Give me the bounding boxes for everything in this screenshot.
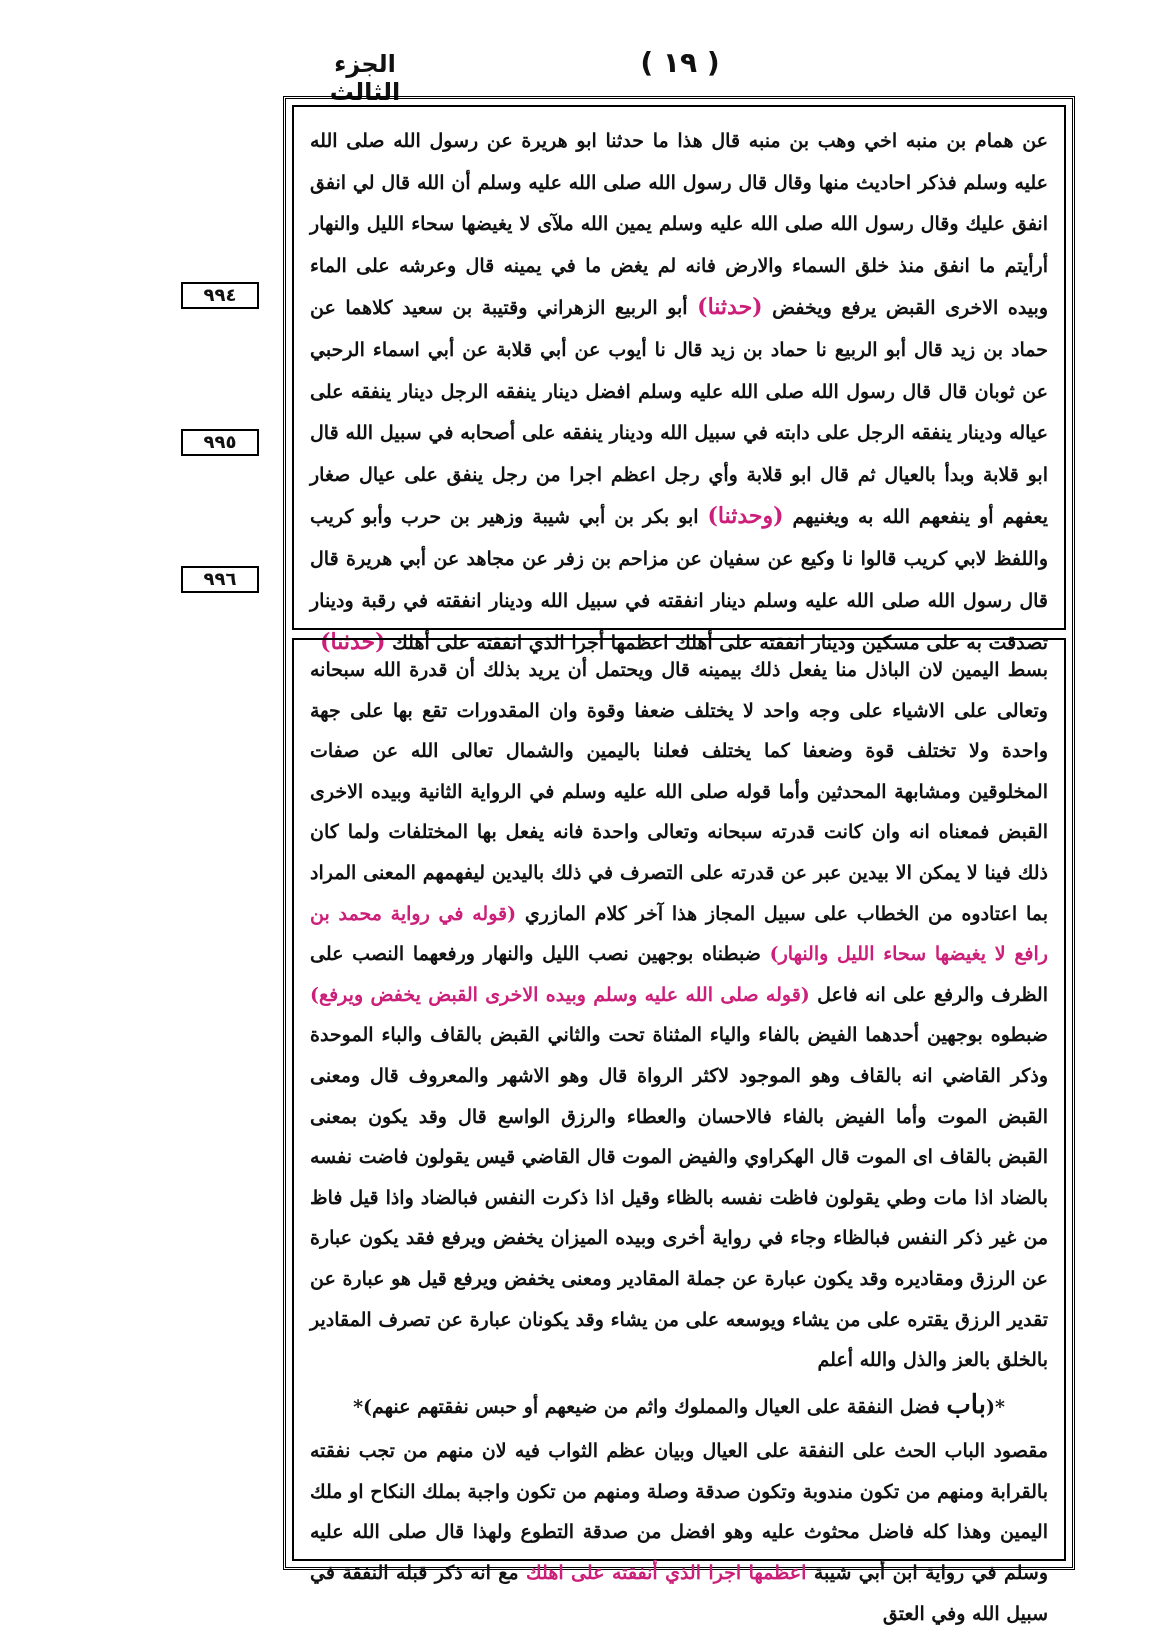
commentary-segment: ضبطوه بوجهين أحدهما الفيض بالفاء والياء المثناة تحت والثاني القبض بالقاف والباء الموحدة وذكر القاضي انه بالقاف وهو الموجود لاكثر الرواة قال وهو الاشهر والمعروف قال ومعنى القبض الموت وأما الفيض بالفاء فالاحسان والعطاء والرزق الواسع قال وقد يكون بمعنى القبض بالقاف اى الموت قال الهكراوي والفيض الموت قال القاضي قيس يقولون فاضت نفسه بالضاد اذا مات وطي يقولون فاظت نفسه بالظاء وقيل اذا ذكرت النفس فبالضاد واذا قيل فاظ من غير ذكر النفس فبالظاء وجاء في رواية أخرى وبيده الميزان يخفض ويرفع فقد يكون عبارة عن الرزق ومقاديره وقد يكون عبارة عن جملة المقادير ومعنى يخفض ويرفع قيل هو عبارة عن تقدير الرزق يقتره على من يشاء ويوسعه على من يشاء وقد يكونان عبارة عن تصرف المقادير بالخلق بالعز والذل والله أعلم [310, 1024, 1048, 1372]
chapter-title: فضل النفقة على العيال والمملوك واثم من ضيعهم أو حبس نفقتهم عنهم [372, 1395, 940, 1418]
page-number: ( ١٩ ) [640, 46, 720, 79]
haddathana-marker: (حدثنا) [320, 629, 386, 656]
quoted-phrase: (قوله في رواية محمد بن رافع لا يغيضها سحاء الليل والنهار) [310, 902, 1048, 966]
hadith-segment: عن همام بن منبه اخي وهب بن منبه قال هذا ما حدثنا ابو هريرة عن رسول الله صلى الله عليه وسلم فذكر احاديث منها وقال قال رسول الله صلى الله عليه وسلم أن الله قال لي انفق انفق عليك وقال رسول الله صلى الله عليه وسلم يمين الله ملآى لا يغيضها سحاء الليل والنهار أرأيتم ما انفق منذ خلق السماء والارض فانه لم يغض ما في يمينه قال وعرشه على الماء وبيده الاخرى القبض يرفع ويخفض [310, 130, 1048, 320]
hadith-segment: أبو الربيع الزهراني وقتيبة بن سعيد كلاهما عن حماد بن زيد قال أبو الربيع نا حماد بن زيد قال نا أيوب عن أبي قلابة عن أبي اسماء الرحبي عن ثوبان قال قال رسول الله صلى الله عليه وسلم افضل دينار ينفقه الرجل دينار ينفقه على عياله ودينار ينفقه الرجل على دابته في سبيل الله ودينار ينفقه على أصحابه في سبيل الله قال ابو قلابة وبدأ بالعيال ثم قال ابو قلابة وأي رجل اعظم اجرا من رجل ينفق على عيال صغار يعفهم أو ينفعهم الله به ويغنيهم [310, 297, 1048, 529]
hadith-number-996: ٩٩٦ [181, 566, 259, 593]
chapter-heading: *(باب فضل النفقة على العيال والمملوك واثم من ضيعهم أو حبس نفقتهم عنهم)* [353, 1389, 1005, 1420]
quoted-phrase: (قوله صلى الله عليه وسلم وبيده الاخرى القبض يخفض ويرفع) [310, 983, 810, 1006]
hadith-segment: ابو بكر بن أبي شيبة وزهير بن حرب وأبو كريب واللفظ لابي كريب قالوا نا وكيع عن سفيان عن مزاحم بن زفر عن مجاهد عن أبي هريرة قال قال رسول الله صلى الله عليه وسلم دينار انفقته في سبيل الله ودينار انفقته في رقبة ودينار تصدقت به على مسكين ودينار انفقته على أهلك اعظمها أجرا الذي انفقته على أهلك [310, 506, 1048, 655]
page-frame [283, 96, 1075, 1625]
commentary-box [292, 638, 1066, 1625]
chapter-word: باب [946, 1389, 986, 1420]
commentary-paragraph [310, 650, 1048, 1381]
commentary-text [294, 640, 1064, 1634]
commentary-segment: مع انه ذكر قبله النفقة في سبيل الله وفي العتق [310, 1562, 1048, 1625]
commentary-segment: بسط اليمين لان الباذل منا يفعل ذلك بيمينه قال ويحتمل أن يريد بذلك أن قدرة الله سبحانه وتعالى على الاشياء على وجه واحد لا يختلف ضعفا وقوة وان المقدورات تقع بها على جهة واحدة ولا تختلف قوة وضعفا كما يختلف فعلنا باليمين والشمال تعالى الله عن صفات المخلوقين ومشابهة المحدثين وأما قوله صلى الله عليه وسلم في الرواية الثانية وبيده الاخرى القبض فمعناه انه وان كانت قدرته سبحانه وتعالى واحدة فانه يفعل بها المختلفات ولما كان ذلك فينا لا يمكن الا بيدين عبر عن قدرته على التصرف في ذلك باليدين ليفهمهم المعنى المراد بما اعتادوه من الخطاب على سبيل المجاز هذا آخر كلام المازري [310, 659, 1048, 925]
hadith-text [294, 107, 1064, 665]
hadith-paragraph [310, 121, 1048, 665]
haddathana-marker: (وحدثنا) [707, 503, 784, 530]
volume-title: الجزء الثالث [329, 50, 401, 106]
commentary-segment: ضبطناه بوجهين نصب الليل والنهار ورفعهما النصب على الظرف والرفع على انه فاعل [310, 943, 1048, 1006]
chapter-commentary [310, 1431, 1048, 1634]
commentary-segment: مقصود الباب الحث على النفقة على العيال وبيان عظم الثواب فيه لان منهم من تجب نفقته بالقرابة ومنهم من تكون مندوبة وتكون صدقة وصلة ومنهم من تكون واجبة بملك النكاح او ملك اليمين وهذا كله فاضل محثوث عليه وهو افضل من صدقة التطوع ولهذا قال صلى الله عليه وسلم في رواية ابن أبي شيبة [310, 1440, 1049, 1585]
quoted-phrase: اعظمها اجرا الذي أنفقته على اهلك [526, 1562, 807, 1585]
hadith-text-box [292, 105, 1066, 656]
haddathana-marker: (حدثنا) [697, 294, 763, 321]
hadith-number-994: ٩٩٤ [181, 282, 259, 309]
hadith-number-995: ٩٩٥ [181, 429, 259, 456]
